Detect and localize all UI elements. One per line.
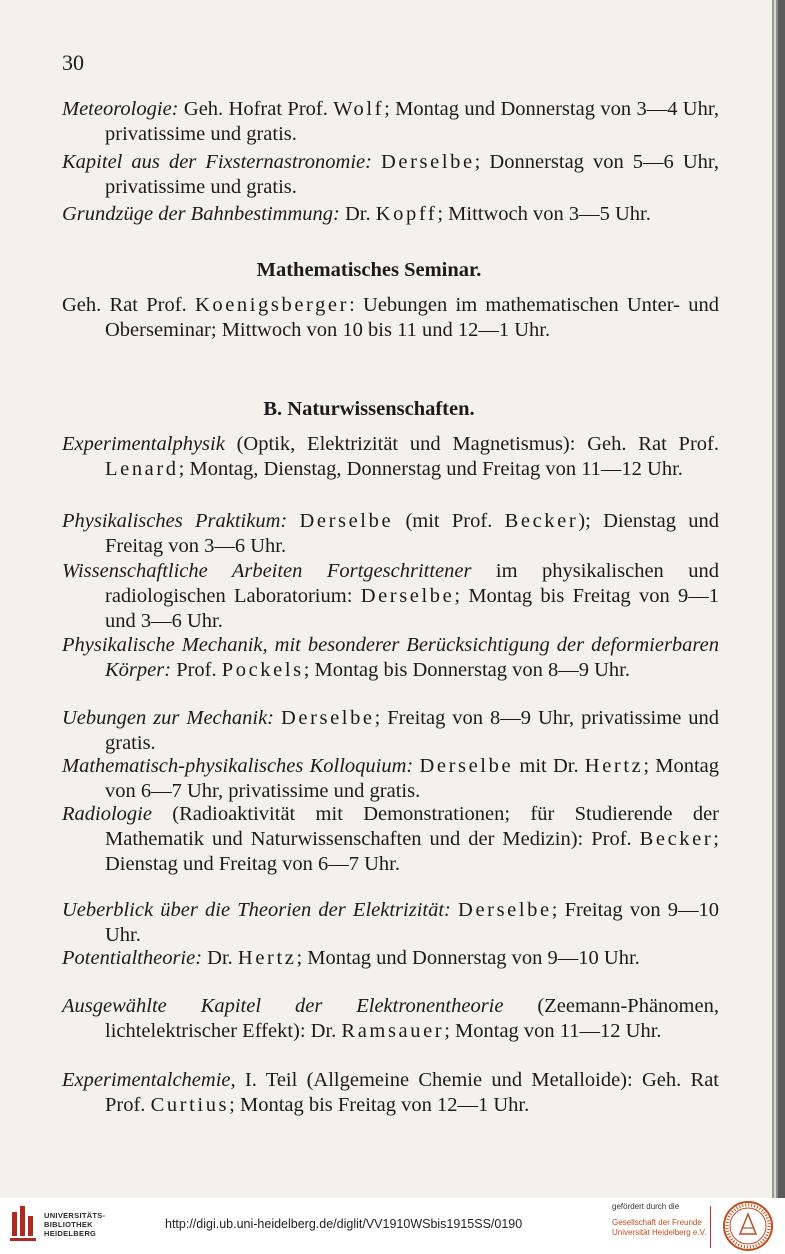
- course-entry: Potentialtheorie: Dr. Hertz; Montag und Donnerstag von 9—10 Uhr.: [62, 947, 640, 969]
- course-title: Grundzüge der Bahnbestimmung:: [62, 203, 340, 225]
- lecturer-name: Hertz: [584, 755, 644, 777]
- course-title: Physikalische Mechanik, mit besonderer Berücksichtigung der deformierbaren Körper:: [62, 634, 719, 681]
- lecturer-name: Curtius: [150, 1094, 230, 1116]
- course-entry: Experimentalphysik (Optik, Elektrizität und Magnetismus): Geh. Rat Prof. Lenard; Montag, Dienstag, Donnerstag und Freitag von 11—12 Uhr.: [62, 433, 719, 480]
- sponsor-caption: gefördert durch die: [612, 1202, 680, 1211]
- lecturer-name: Becker: [504, 510, 579, 532]
- lecturer-name: Ramsauer: [341, 1020, 445, 1042]
- lecturer-name: Derselbe: [381, 151, 475, 173]
- course-title: Mathematisch-physikalisches Kolloquium:: [62, 755, 414, 777]
- course-entry: Physikalische Mechanik, mit besonderer Berücksichtigung der deformierbaren Körper: Prof. Pockels; Montag bis Donnerstag von 8—9 Uhr.: [62, 634, 719, 681]
- course-entry: Wissenschaftliche Arbeiten Fortgeschrittener im physikalischen und radiologischen Laboratorium: Derselbe; Montag bis Freitag von 9—1 und 3—6 Uhr.: [62, 560, 720, 632]
- course-title: Radiologie: [62, 803, 152, 825]
- lecturer-name: Derselbe: [360, 585, 455, 607]
- course-entry: Kapitel aus der Fixsternastronomie: Derselbe; Donnerstag von 5—6 Uhr, privatissime und gratis.: [62, 151, 720, 198]
- viewer-footer: [0, 1198, 785, 1254]
- course-entry: Ausgewählte Kapitel der Elektronentheorie (Zeemann-Phänomen, lichtelektrischer Effekt): Dr. Ramsauer; Montag von 11—12 Uhr.: [62, 995, 719, 1042]
- lecturer-name: Becker: [639, 828, 714, 850]
- lecturer-name: Wolf: [333, 98, 385, 120]
- page-number: 30: [62, 50, 84, 75]
- course-entry: Ueberblick über die Theorien der Elektrizität: Derselbe; Freitag von 9—10 Uhr.: [62, 899, 720, 946]
- section-heading-naturwissenschaften: B. Naturwissenschaften.: [263, 398, 475, 420]
- course-title: Meteorologie:: [62, 98, 179, 120]
- course-title: Experimentalchemie,: [62, 1069, 236, 1091]
- course-title: Wissenschaftliche Arbeiten Fortgeschrittener: [62, 560, 472, 582]
- sponsor-name[interactable]: Gesellschaft der Freunde Universität Heidelberg e.V.: [612, 1218, 707, 1237]
- course-title: Ueberblick über die Theorien der Elektrizität:: [62, 899, 451, 921]
- course-entry: Meteorologie: Geh. Hofrat Prof. Wolf; Montag und Donnerstag von 3—4 Uhr, privatissime und gratis.: [62, 98, 719, 145]
- lecturer-name: Hertz: [237, 947, 297, 969]
- lecturer-name: Derselbe: [280, 707, 375, 729]
- footer-divider: [710, 1206, 711, 1248]
- university-library-logo-icon: [10, 1204, 38, 1244]
- course-entry: Physikalisches Praktikum: Derselbe (mit Prof. Becker); Dienstag und Freitag von 3—6 Uhr.: [62, 510, 720, 557]
- course-entry: Uebungen zur Mechanik: Derselbe; Freitag von 8—9 Uhr, privatissime und gratis.: [62, 707, 719, 754]
- lecturer-name: Derselbe: [299, 510, 394, 532]
- course-entry: Grundzüge der Bahnbestimmung: Dr. Kopff; Mittwoch von 3—5 Uhr.: [62, 203, 651, 225]
- lecturer-name: Kopff: [375, 203, 438, 225]
- lecturer-name: Derselbe: [419, 755, 514, 777]
- library-name[interactable]: UNIVERSITÄTS- BIBLIOTHEK HEIDELBERG: [44, 1211, 106, 1238]
- course-title: Potentialtheorie:: [62, 947, 203, 969]
- section-heading-seminar: Mathematisches Seminar.: [256, 259, 482, 281]
- course-title: Ausgewählte Kapitel der Elektronentheorie: [62, 995, 504, 1017]
- lecturer-name: Pockels: [221, 659, 304, 681]
- course-title: Physikalisches Praktikum:: [62, 510, 288, 532]
- course-entry: Experimentalchemie, I. Teil (Allgemeine Chemie und Metalloide): Geh. Rat Prof. Curtius; Montag bis Freitag von 12—1 Uhr.: [62, 1069, 719, 1116]
- permalink-url[interactable]: http://digi.ub.uni-heidelberg.de/diglit/VV1910WSbis1915SS/0190: [165, 1217, 523, 1231]
- seminar-entry: Geh. Rat Prof. Koenigsberger: Uebungen im mathematischen Unter- und Oberseminar; Mittwoch von 10 bis 11 und 12—1 Uhr.: [62, 294, 719, 341]
- lecturer-name: Derselbe: [458, 899, 552, 921]
- university-seal-icon: [722, 1200, 774, 1252]
- course-title: Experimentalphysik: [62, 433, 225, 455]
- lecturer-name: Koenigsberger: [194, 294, 350, 316]
- lecturer-name: Lenard: [105, 458, 179, 480]
- course-entry: Radiologie (Radioaktivität mit Demonstrationen; für Studierende der Mathematik und Naturwissenschaften und der Medizin): Prof. Becker; Dienstag und Freitag von 6—7 Uhr.: [62, 803, 719, 875]
- course-title: Uebungen zur Mechanik:: [62, 707, 275, 729]
- course-entry: Mathematisch-physikalisches Kolloquium: Derselbe mit Dr. Hertz; Montag von 6—7 Uhr, privatissime und gratis.: [62, 755, 720, 802]
- course-title: Kapitel aus der Fixsternastronomie:: [62, 151, 372, 173]
